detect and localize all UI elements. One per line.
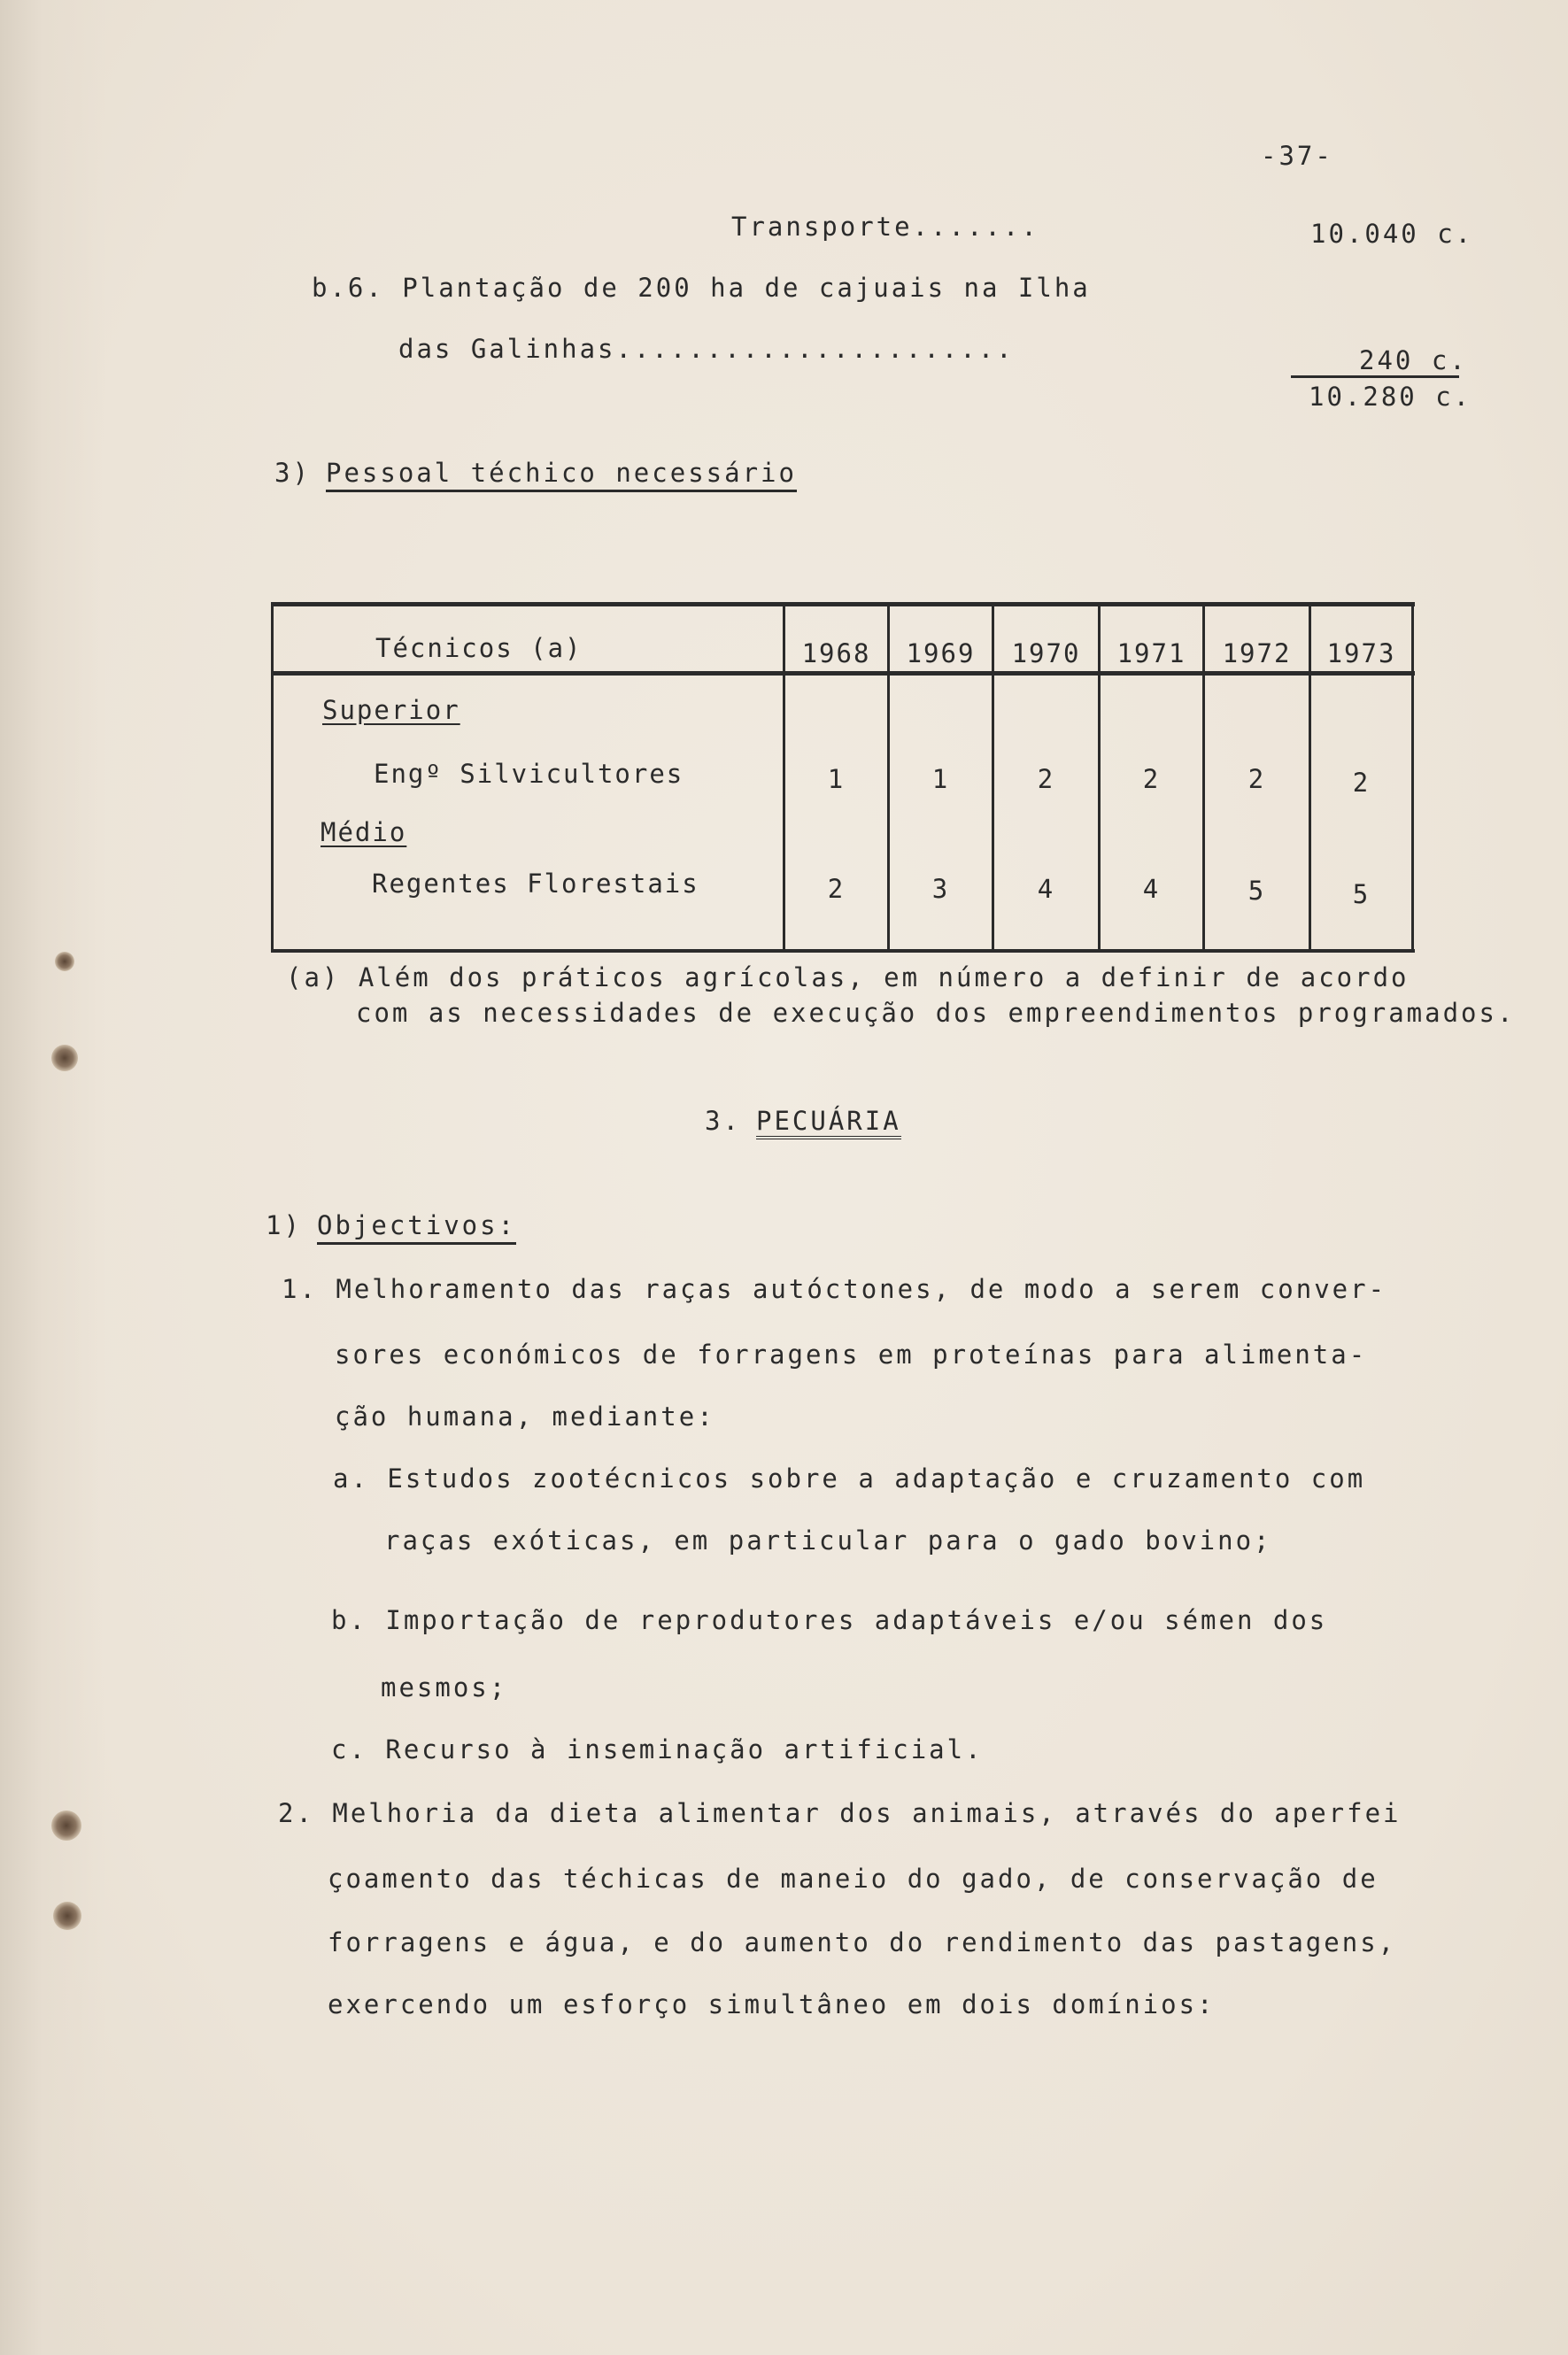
table-left-border — [271, 602, 274, 953]
binder-hole — [51, 1045, 78, 1071]
table-row-label: Regentes Florestais — [372, 869, 699, 899]
objective-2-line2: çoamento das téchicas de maneio do gado, de conservação de — [328, 1864, 1379, 1894]
transport-label: Transporte....... — [731, 212, 1039, 242]
table-cell: 2 — [1037, 764, 1055, 794]
sub-item-b-line1: b. Importação de reprodutores adaptáveis e/ou sémen dos — [331, 1605, 1328, 1635]
table-header-year: 1970 — [1011, 638, 1081, 668]
table-group-label: Médio — [321, 817, 407, 847]
table-header-tecnicos: Técnicos (a) — [375, 633, 583, 663]
section-3-number: 3) — [274, 458, 311, 488]
section-heading-number: 3. — [705, 1106, 741, 1136]
sub-item-a-line2: raças exóticas, em particular para o gado bovino; — [384, 1525, 1272, 1556]
table-cell: 2 — [1352, 768, 1371, 798]
sub-item-a-line1: a. Estudos zootécnicos sobre a adaptação e cruzamento com — [333, 1463, 1366, 1494]
table-footnote-line1: (a) Além dos práticos agrícolas, em número a definir de acordo — [286, 962, 1410, 992]
objective-2-line3: forragens e água, e do aumento do rendimento das pastagens, — [328, 1927, 1397, 1957]
transport-value: 10.040 c. — [1310, 219, 1474, 249]
table-row-label: Engº Silvicultores — [374, 759, 684, 789]
binder-hole — [53, 1902, 81, 1930]
table-header-year: 1969 — [906, 638, 976, 668]
binder-hole — [51, 1811, 81, 1841]
item-b6-line2: das Galinhas...................... — [398, 334, 1015, 364]
table-header-year: 1972 — [1222, 638, 1292, 668]
page-left-margin-shadow — [0, 0, 106, 2355]
table-right-border — [1411, 602, 1414, 953]
table-cell: 1 — [827, 764, 846, 794]
objective-2-line4: exercendo um esforço simultâneo em dois domínios: — [328, 1989, 1216, 2019]
total-value: 10.280 c. — [1309, 382, 1472, 412]
table-footnote-line2: com as necessidades de execução dos empreendimentos programados. — [356, 998, 1516, 1028]
table-cell: 4 — [1142, 874, 1161, 904]
objective-1-line3: ção humana, mediante: — [335, 1401, 715, 1432]
table-cell: 4 — [1037, 874, 1055, 904]
table-group-label: Superior — [322, 695, 460, 725]
objective-1-line1: 1. Melhoramento das raças autóctones, de modo a serem conver- — [282, 1274, 1387, 1304]
item-b6-value: 240 c. — [1359, 345, 1468, 375]
table-header-year: 1968 — [801, 638, 871, 668]
table-cell: 5 — [1247, 876, 1266, 906]
binder-hole — [55, 952, 74, 971]
objectives-number: 1) — [266, 1210, 302, 1240]
table-header-year: 1973 — [1326, 638, 1396, 668]
objectives-title: Objectivos: — [317, 1213, 516, 1245]
sub-item-c: c. Recurso à inseminação artificial. — [331, 1734, 984, 1764]
table-bottom-border — [271, 949, 1415, 953]
table-cell: 3 — [931, 874, 950, 904]
table-cell: 5 — [1352, 879, 1371, 909]
sum-rule — [1291, 375, 1459, 378]
objective-1-line2: sores económicos de forragens em proteínas para alimenta- — [335, 1340, 1368, 1370]
item-b6-line1: b.6. Plantação de 200 ha de cajuais na Ilha — [312, 273, 1091, 303]
table-cell: 2 — [827, 874, 846, 904]
page-number: -37- — [1261, 141, 1333, 171]
table-top-border — [271, 602, 1415, 606]
table-cell: 2 — [1247, 764, 1266, 794]
objective-2-line1: 2. Melhoria da dieta alimentar dos animais, através do aperfei — [278, 1798, 1402, 1828]
section-heading-title: PECUÁRIA — [756, 1108, 901, 1139]
section-3-title: Pessoal téchico necessário — [326, 460, 797, 492]
sub-item-b-line2: mesmos; — [381, 1672, 508, 1703]
table-header-year: 1971 — [1116, 638, 1186, 668]
table-cell: 2 — [1142, 764, 1161, 794]
table-cell: 1 — [931, 764, 950, 794]
staff-table — [271, 602, 1415, 954]
table-header-border — [271, 671, 1415, 676]
